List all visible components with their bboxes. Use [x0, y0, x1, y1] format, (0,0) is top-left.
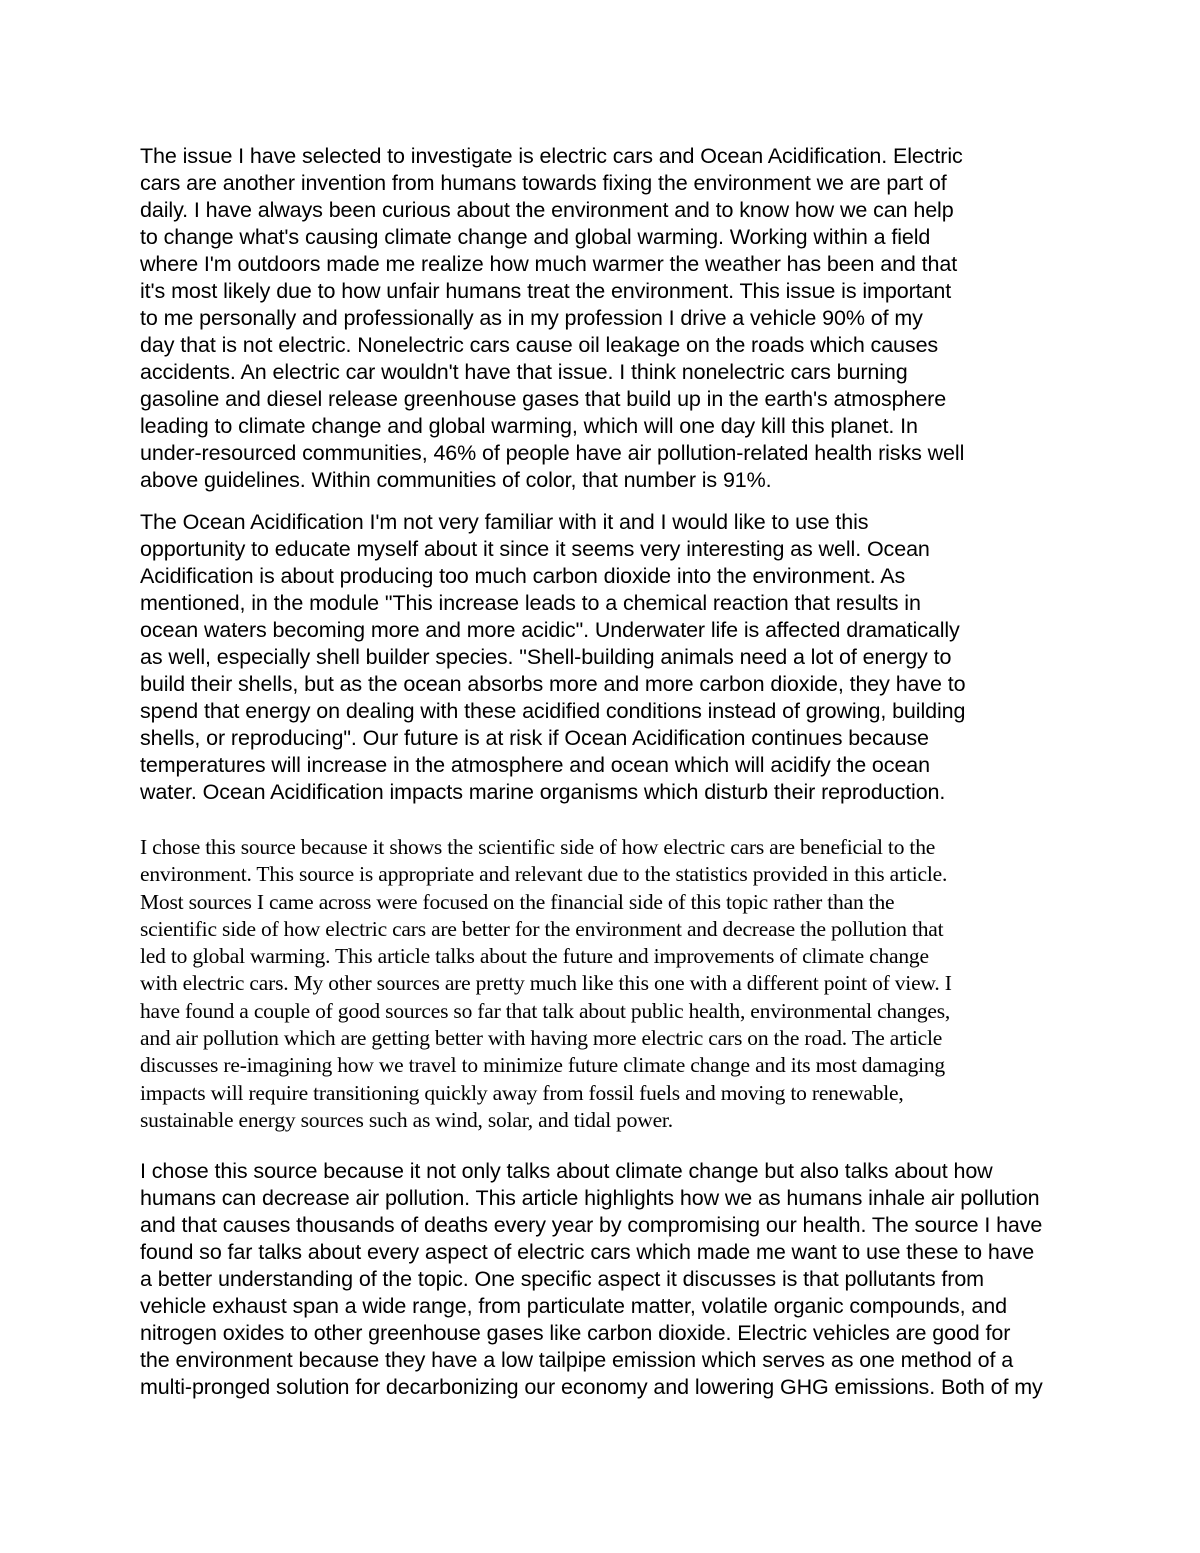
- paragraph-electric-cars-issue: The issue I have selected to investigate is electric cars and Ocean Acidification. Electric cars are another invention from humans towards fixing the environment we are part of daily. I have always been curious about the environment and to know how we can help to change what's causing climate change and global warming. Working within a field where I'm outdoors made me realize how much warmer the weather has been and that it's most likely due to how unfair humans treat the environment. This issue is important to me personally and professionally as in my profession I drive a vehicle 90% of my day that is not electric. Nonelectric cars cause oil leakage on the roads which causes accidents. An electric car wouldn't have that issue. I think nonelectric cars burning gasoline and diesel release greenhouse gases that build up in the earth's atmosphere leading to climate change and global warming, which will one day kill this planet. In under-resourced communities, 46% of people have air pollution-related health risks well above guidelines. Within communities of color, that number is 91%.: [140, 144, 965, 492]
- paragraph-second-source: I chose this source because it not only talks about climate change but also talks about how humans can decrease air pollution. This article highlights how we as humans inhale air pollution and that causes thousands of deaths every year by compromising our health. The source I have found so far talks about every aspect of electric cars which made me want to use these to have a better understanding of the topic. One specific aspect it discusses is that pollutants from vehicle exhaust span a wide range, from particulate matter, volatile organic compounds, and nitrogen oxides to other greenhouse gases like carbon dioxide. Electric vehicles are good for the environment because they have a low tailpipe emission which serves as one method of a multi-pronged solution for decarbonizing our economy and lowering GHG emissions. Both of my: [140, 1159, 1043, 1399]
- paragraph-ocean-acidification: The Ocean Acidification I'm not very familiar with it and I would like to use this opportunity to educate myself about it since it seems very interesting as well. Ocean Acidification is about producing too much carbon dioxide into the environment. As mentioned, in the module "This increase leads to a chemical reaction that results in ocean waters becoming more and more acidic". Underwater life is affected dramatically as well, especially shell builder species. "Shell-building animals need a lot of energy to build their shells, but as the ocean absorbs more and more carbon dioxide, they have to spend that energy on dealing with these acidified conditions instead of growing, building shells, or reproducing". Our future is at risk if Ocean Acidification continues because temperatures will increase in the atmosphere and ocean which will acidify the ocean water. Ocean Acidification impacts marine organisms which disturb their reproduction.: [140, 510, 966, 804]
- paragraph-first-source: I chose this source because it shows the scientific side of how electric cars are beneficial to the environment. This source is appropriate and relevant due to the statistics provided in this article. Most sources I came across were focused on the financial side of this topic rather than the scientific side of how electric cars are better for the environment and decrease the pollution that led to global warming. This article talks about the future and improvements of climate change with electric cars. My other sources are pretty much like this one with a different point of view. I have found a couple of good sources so far that talk about public health, environmental changes, and air pollution which are getting better with having more electric cars on the road. The article discusses re-imagining how we travel to minimize future climate change and its most damaging impacts will require transitioning quickly away from fossil fuels and moving to renewable, sustainable energy sources such as wind, solar, and tidal power.: [140, 835, 952, 1132]
